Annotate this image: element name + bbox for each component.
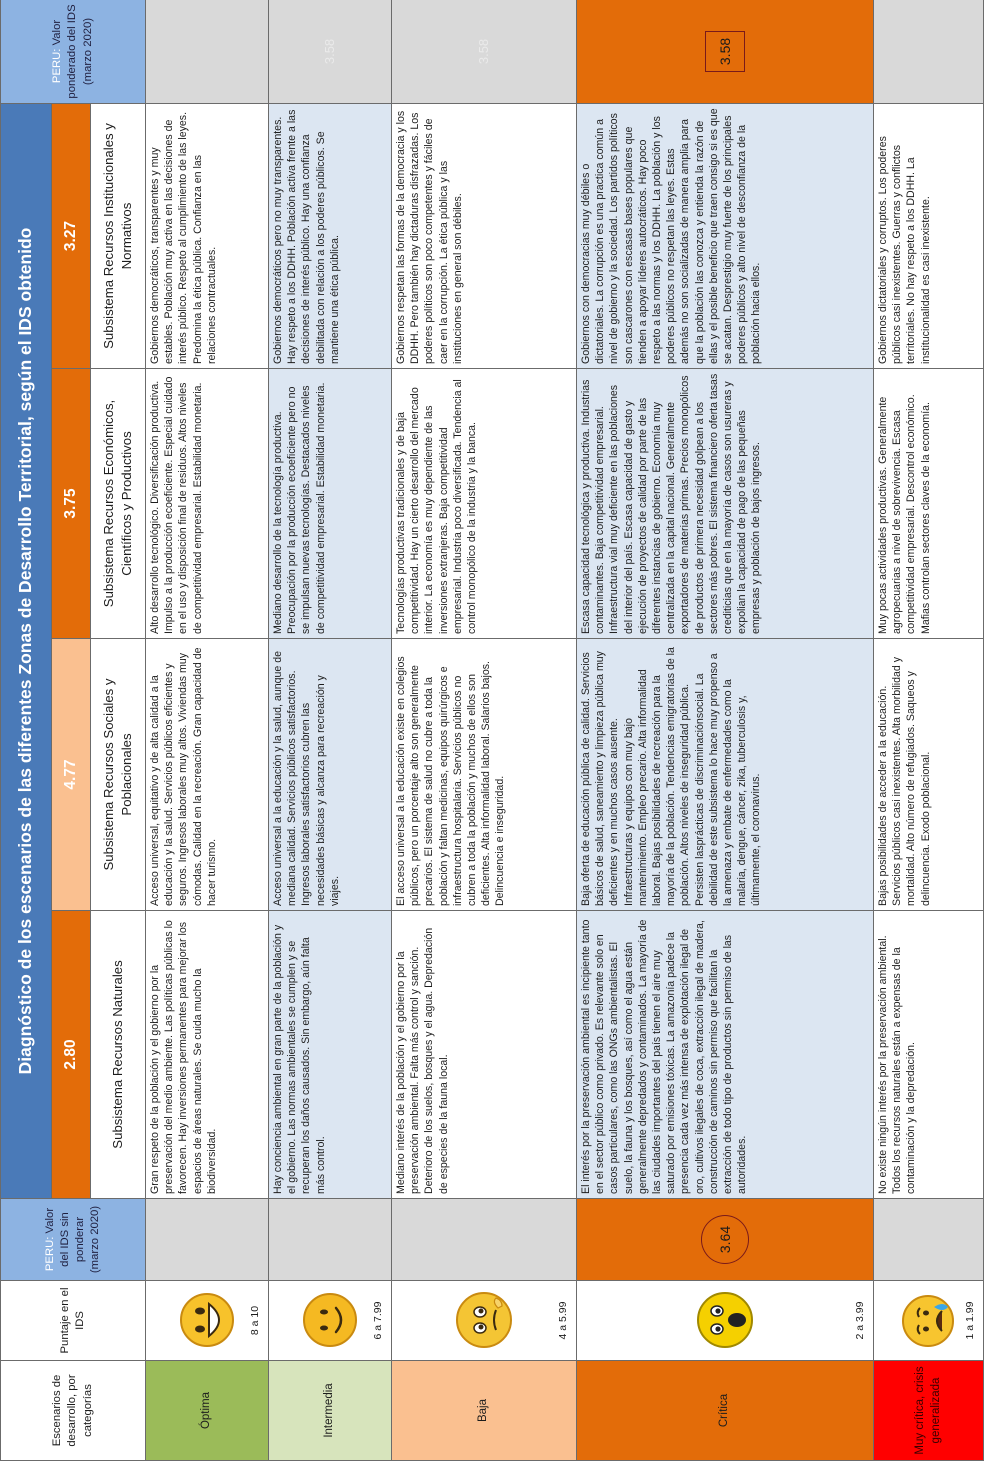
shocked-face-icon	[695, 1284, 755, 1358]
header-peru-text: Valor del IDS sin ponderar (marzo 2020)	[43, 1205, 102, 1274]
row-baja	[392, 0, 577, 1461]
big-grin-face-icon	[177, 1284, 237, 1358]
score-recursos-economicos: 3.75	[52, 369, 91, 639]
desc-optima-naturales: Gran respeto de la población y el gobierno por la preservación del medio ambiente. Las políticas públicas lo favorecen. Hay inversiones permanentes para mejorar los espacios de áreas naturales. Se cuida mucho la biodiversidad.	[146, 911, 269, 1199]
value-ponderado-baja	[392, 0, 577, 103]
value-sin-ponderar-baja	[392, 1199, 577, 1281]
puntaje-cell-intermedia	[269, 1281, 392, 1361]
desc-muy-critica-economicos: Muy pocas actividades productivas. Generalmente agropecuarias a nivel de sobrevivencia. Escasa competitividad empresarial. Descontrol económico. Mafias controlan sectores claves de la economía.	[874, 369, 984, 639]
header-peru-prefix-2: PERU:	[51, 48, 64, 84]
desc-baja-naturales: Mediano interés de la población y el gobierno por la preservación ambiental. Falta más control y sanción. Deterioro de los suelos, bosques y el agua. Depredación de especies de la fauna local.	[392, 911, 577, 1199]
desc-critica-sociales: Baja oferta de educación pública de calidad. Servicios básicos de salud, saneamiento y limpieza pública muy deficientes y en muchos casos ausente. Infraestructuras y equipos con muy bajo mantenimiento. Empleo precario. Alta informalidad laboral. Bajas posibilidades de recreación para la mayoría de la población. Tendencias emigratorias de la población. Altos niveles de inseguridad pública. Persisten lasprácticas de discriminaciónsocial. La debilidad de este subsistema lo hace muy propenso a la amenaza y embate de enfermedades como la malaria, dengue, cáncer, zika, tuberculosis y, últimamente, el coronavirus.	[577, 639, 874, 911]
header-peru-sin-ponderar	[1, 1199, 146, 1281]
puntaje-cell-optima	[146, 1281, 269, 1361]
ghost-value-intermedia: 3.58	[322, 38, 338, 65]
subsystem-recursos-institucionales: Subsistema Recursos Institucionales y Normativos	[91, 103, 146, 368]
score-recursos-naturales: 2.80	[52, 911, 91, 1199]
value-sin-ponderar-intermedia	[269, 1199, 392, 1281]
desc-intermedia-institucionales: Gobiernos democráticos pero no muy transparentes. Hay respeto a los DDHH. Población activa frente a las decisiones de interés público. Hay una confianza debilitada con relación a los poderes públicos. Se mantiene una ética pública.	[269, 103, 392, 368]
desc-critica-naturales: El interés por la preservación ambiental es incipiente tanto en el sector público como privado. Es relevante solo en casos particulares, como las ONGs ambientalistas. El suelo, la fauna y los bosques, así como el agua están generalmente depredados y contaminados. La mayoría de las ciudades importantes del país tienen el aire muy saturado por emisiones tóxicas. La amazonía padece la presencia cada vez más intensa de explotación ilegal de oro, cultivos ilegales de coca, extracción ilegal de madera, construcción de caminos sin permiso que facilitan la extracción de todo tipo de productos sin permiso de las autoridades.	[577, 911, 874, 1199]
category-muy-critica: Muy crítica, crisis generalizada	[874, 1361, 984, 1461]
header-puntaje: Puntaje en el IDS	[1, 1281, 146, 1361]
range-optima: 8 a 10	[248, 1305, 261, 1336]
value-ponderado-optima	[146, 0, 269, 103]
score-recursos-sociales: 4.77	[52, 639, 91, 911]
puntaje-cell-muy-critica	[874, 1281, 984, 1361]
range-baja: 4 a 5.99	[556, 1301, 569, 1340]
desc-intermedia-sociales: Acceso universal a la educación y la salud, aunque de mediana calidad. Servicios públicos satisfactorios. Ingresos laborales satisfactorios cubren las necesidades básicas y alcanza para recreación y viajes.	[269, 639, 392, 911]
category-baja: Baja	[392, 1361, 577, 1461]
desc-baja-sociales: El acceso universal a la educación existe en colegios públicos, pero un porcentaje alto son generalmente precarios. El sistema de salud no cubre a toda la población y faltan medicinas, equipos quirúrgicos e infraestructura hospitalaria. Servicios públicos no cubren a toda la población y muchos de ellos son deficientes. Alta informalidad laboral. Salarios bajos. Delincuencia e inseguridad.	[392, 639, 577, 911]
value-sin-ponderar-muy-critica	[874, 1199, 984, 1281]
subsystem-recursos-naturales: Subsistema Recursos Naturales	[91, 911, 146, 1199]
value-ponderado-critica	[577, 0, 874, 103]
value-sin-ponderar-optima	[146, 1199, 269, 1281]
crying-face-icon	[899, 1284, 959, 1358]
desc-muy-critica-institucionales: Gobiernos dictatoriales y corruptos. Los poderes públicos casi inexistentes. Guerras y conflictos territoriales. No hay respeto a los DDHH. La institucionalidad es casi inexistente.	[874, 103, 984, 368]
desc-baja-economicos: Tecnologías productivas tradicionales y de baja competitividad. Hay un cierto desarrollo del mercado interior. La economía es muy dependiente de las inversiones extranjeras. Baja competitividad empresarial. Industria poco diversificada. Tendencia al control monopólico de la industria y la banca.	[392, 369, 577, 639]
score-recursos-institucionales: 3.27	[52, 103, 91, 368]
value-ponderado-muy-critica	[874, 0, 984, 103]
smile-face-icon	[300, 1284, 360, 1358]
desc-muy-critica-sociales: Bajas posibilidades de acceder a la educación. Servicios públicos casi inexistentes. Alta morbilidad y mortalidad. Alto número de refugiados. Saqueos y delincuencia. Exodo poblacional.	[874, 639, 984, 911]
puntaje-cell-critica	[577, 1281, 874, 1361]
desc-intermedia-economicos: Mediano desarrollo de la tecnología productiva. Preocupación por la producción ecoeficiente pero no se impulsan nuevas tecnologías. Destacados niveles de competitividad empresarial. Estabilidad monetaria.	[269, 369, 392, 639]
ghost-value-baja: 3.58	[476, 38, 492, 65]
value-ponderado-intermedia	[269, 0, 392, 103]
puntaje-cell-baja	[392, 1281, 577, 1361]
header-peru-ponderado	[1, 0, 146, 103]
range-critica: 2 a 3.99	[853, 1301, 866, 1340]
header-peru-text-2: Valor ponderado del IDS (marzo 2020)	[51, 4, 94, 99]
subsystem-recursos-economicos: Subsistema Recursos Económicos, Científicos y Productivos	[91, 369, 146, 639]
desc-critica-economicos: Escasa capacidad tecnológica y productiva. Industrias contaminantes. Baja competitividad empresarial. Infraestructura vial muy deficiente en las poblaciones del interior del país. Escasa capacidad de gasto y ejecución de proyectos de calidad por parte de las diferentes instancias de gobierno. Economía muy centralizada en la capital nacional. Generalmente exportadores de materias primas. Precios monopólicos de productos de primera necesidad golpean a los sectores más pobres. El sistema financiero oferta tasas crediticias que en la mayoría de casos son usureras y expolian la capacidad de pago de las pequeñas empresas y población de bajos ingresos.	[577, 369, 874, 639]
desc-critica-institucionales: Gobiernos con democracias muy débiles o dictatoriales. La corrupción es una practica común a nivel de gobierno y la sociedad. Los partidos políticos son cascarones con escasas bases populares que tienden a apoyar líderes autocráticos. Hay poco respeto a las normas y los DDHH. La población y los poderes públicos no respetan las leyes. Estas además no son socializadas de manera amplia para que la población las conozca y entienda la razón de ellas y el posible beneficio que traen consigo si es que se acatan. Desprestigio muy fuerte de los principales poderes públicos y alto nivel de desconfianza de la población hacia ellos.	[577, 103, 874, 368]
header-peru-prefix: PERU:	[43, 1236, 56, 1272]
desc-optima-economicos: Alto desarrollo tecnológico. Diversificación productiva. Impulso a la producción ecoeficiente. Especial cuidado en el uso y disposición final de residuos. Altos niveles de competitividad empresarial. Estabilidad monetaria.	[146, 369, 269, 639]
row-muy-critica	[874, 0, 984, 1461]
value-rect-critica: 3.58	[705, 31, 746, 72]
table-title: Diagnóstico de los escenarios de las diferentes Zonas de Desarrollo Territorial, según el IDS obtenido	[1, 103, 52, 1198]
thinking-face-icon	[454, 1284, 514, 1358]
range-muy-critica: 1 a 1.99	[963, 1301, 976, 1340]
desc-optima-sociales: Acceso universal, equitativo y de alta calidad a la educación y la salud. Servicios públicos eficientes y seguros. Ingresos laborales muy altos. Viviendas muy cómodas. Calidad en la recreación. Gran capacidad de hacer turismo.	[146, 639, 269, 911]
category-optima: Óptima	[146, 1361, 269, 1461]
desc-muy-critica-naturales: No existe ningún interés por la preservación ambiental. Todos los recursos naturales están a expensas de la contaminación y la depredación.	[874, 911, 984, 1199]
category-intermedia: Intermedia	[269, 1361, 392, 1461]
value-circle-critica: 3.64	[701, 1215, 750, 1264]
row-critica	[577, 0, 874, 1461]
header-escenarios: Escenarios de desarrollo, por categorías	[1, 1361, 146, 1461]
subsystem-recursos-sociales: Subsistema Recursos Sociales y Poblacionales	[91, 639, 146, 911]
desc-optima-institucionales: Gobiernos democráticos, transparentes y muy estables. Población muy activa en las decisiones de interés público. Respeto al cumplimiento de las leyes. Predomina la ética pública. Confianza en las relaciones contractuales.	[146, 103, 269, 368]
category-critica: Crítica	[577, 1361, 874, 1461]
row-optima	[146, 0, 269, 1461]
value-sin-ponderar-critica	[577, 1199, 874, 1281]
row-intermedia	[269, 0, 392, 1461]
range-intermedia: 6 a 7.99	[371, 1301, 384, 1340]
desc-baja-institucionales: Gobiernos respetan las formas de la democracia y los DDHH. Pero también hay dictaduras disfrazadas. Los poderes políticos son poco competentes y fáciles de caer en la corrupción. La ética pública y las instituciones en general son débiles.	[392, 103, 577, 368]
desc-intermedia-naturales: Hay conciencia ambiental en gran parte de la población y el gobierno. Las normas ambientales se cumplen y se recuperan los daños causados. Sin embargo, aún falta más control.	[269, 911, 392, 1199]
